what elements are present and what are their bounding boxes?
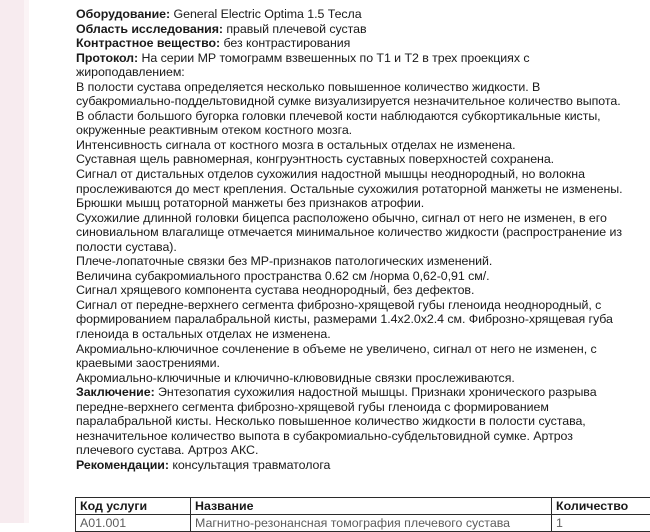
recommendations-value: консультация травматолога xyxy=(172,458,330,472)
protocol-paragraph: Интенсивность сигнала от костного мозга в остальных отделах не изменена. xyxy=(76,138,634,153)
field-protocol-value: На серии МР томограмм взвешенных по Т1 и Т2 в трех проекциях с жироподавлением: xyxy=(76,51,530,80)
field-equipment-label: Оборудование: xyxy=(76,7,170,21)
field-protocol-label: Протокол: xyxy=(76,51,138,65)
field-study-area-label: Область исследования: xyxy=(76,22,223,36)
field-protocol xyxy=(76,51,634,80)
protocol-paragraph: Сигнал хрящевого компонента сустава неоднородный, без дефектов. xyxy=(76,283,634,298)
field-equipment-value: General Electric Optima 1.5 Тесла xyxy=(174,7,362,21)
protocol-paragraph: Сигнал от передне-верхнего сегмента фиброзно-хрящевой губы гленоида неоднородный, с формированием паралабральной кисты, размерами 1.4x2.0x2.4 см. Фиброзно-хрящевая губа гленоида в остальных отделах не изменена. xyxy=(76,298,634,342)
protocol-paragraph: Плече-лопаточные связки без МР-признаков патологических изменений. xyxy=(76,254,634,269)
field-contrast-agent-label: Контрастное вещество: xyxy=(76,36,220,50)
conclusion-value: Энтезопатия сухожилия надостной мышцы. Признаки хронического разрыва передне-верхнего сегмента фиброзно-хрящевой губы гленоида с формированием паралабральной кисты. Несколько повышенное количество жидкости в полости сустава, незначительное количество выпота в субакромиально-субдельтовидной сумке. Артроз плечевого сустава. Артроз АКС. xyxy=(76,385,597,457)
protocol-paragraph: Сухожилие длинной головки бицепса расположено обычно, сигнал от него не изменен, в его синовиальном влагалище отмечается минимальное количество жидкости (распространение из полости сустава). xyxy=(76,211,634,255)
table-cell-code: A01.001 xyxy=(76,515,191,532)
protocol-paragraph: В полости сустава определяется несколько повышенное количество жидкости. В субакромиально-поддельтовидной сумке визуализируется незначительное количество выпота. xyxy=(76,80,634,109)
protocol-paragraph: Акромиально-ключичные и ключично-клювовидные связки прослеживаются. xyxy=(76,371,634,386)
table-header-name: Название xyxy=(191,498,552,515)
protocol-paragraph: Акромиально-ключичное сочленение в объеме не увеличено, сигнал от него не изменен, с краевыми заострениями. xyxy=(76,342,634,371)
conclusion-label: Заключение: xyxy=(76,385,155,399)
protocol-paragraph: В области большого бугорка головки плечевой кости наблюдаются субкортикальные кисты, окруженные реактивным отеком костного мозга. xyxy=(76,109,634,138)
left-margin-strip-inner xyxy=(24,0,29,523)
table-row xyxy=(76,515,650,532)
recommendations-label: Рекомендации: xyxy=(76,458,169,472)
table-header-row xyxy=(76,498,650,515)
table-header-quantity: Количество xyxy=(552,498,650,515)
recommendations-section xyxy=(76,458,634,473)
field-study-area xyxy=(76,22,634,37)
table-cell-quantity: 1 xyxy=(552,515,650,532)
report-body xyxy=(76,7,634,473)
protocol-paragraph: Суставная щель равномерная, конгруэнтность суставных поверхностей сохранена. xyxy=(76,152,634,167)
field-study-area-value: правый плечевой сустав xyxy=(226,22,366,36)
protocol-paragraph: Сигнал от дистальных отделов сухожилия надостной мышцы неоднородный, но волокна прослеживаются до мест крепления. Остальные сухожилия ротаторной манжеты не изменены. Брюшки мышц ротаторной манжеты без признаков атрофии. xyxy=(76,167,634,211)
field-contrast-agent xyxy=(76,36,634,51)
table-header-code: Код услуги xyxy=(76,498,191,515)
table-cell-name: Магнитно-резонансная томография плечевого сустава xyxy=(191,515,552,532)
left-margin-strip xyxy=(0,0,24,523)
conclusion-section xyxy=(76,385,634,458)
field-equipment xyxy=(76,7,634,22)
protocol-paragraph: Величина субакромиального пространства 0.62 см /норма 0,62-0,91 см/. xyxy=(76,269,634,284)
field-contrast-agent-value: без контрастирования xyxy=(223,36,350,50)
services-table xyxy=(75,497,650,532)
